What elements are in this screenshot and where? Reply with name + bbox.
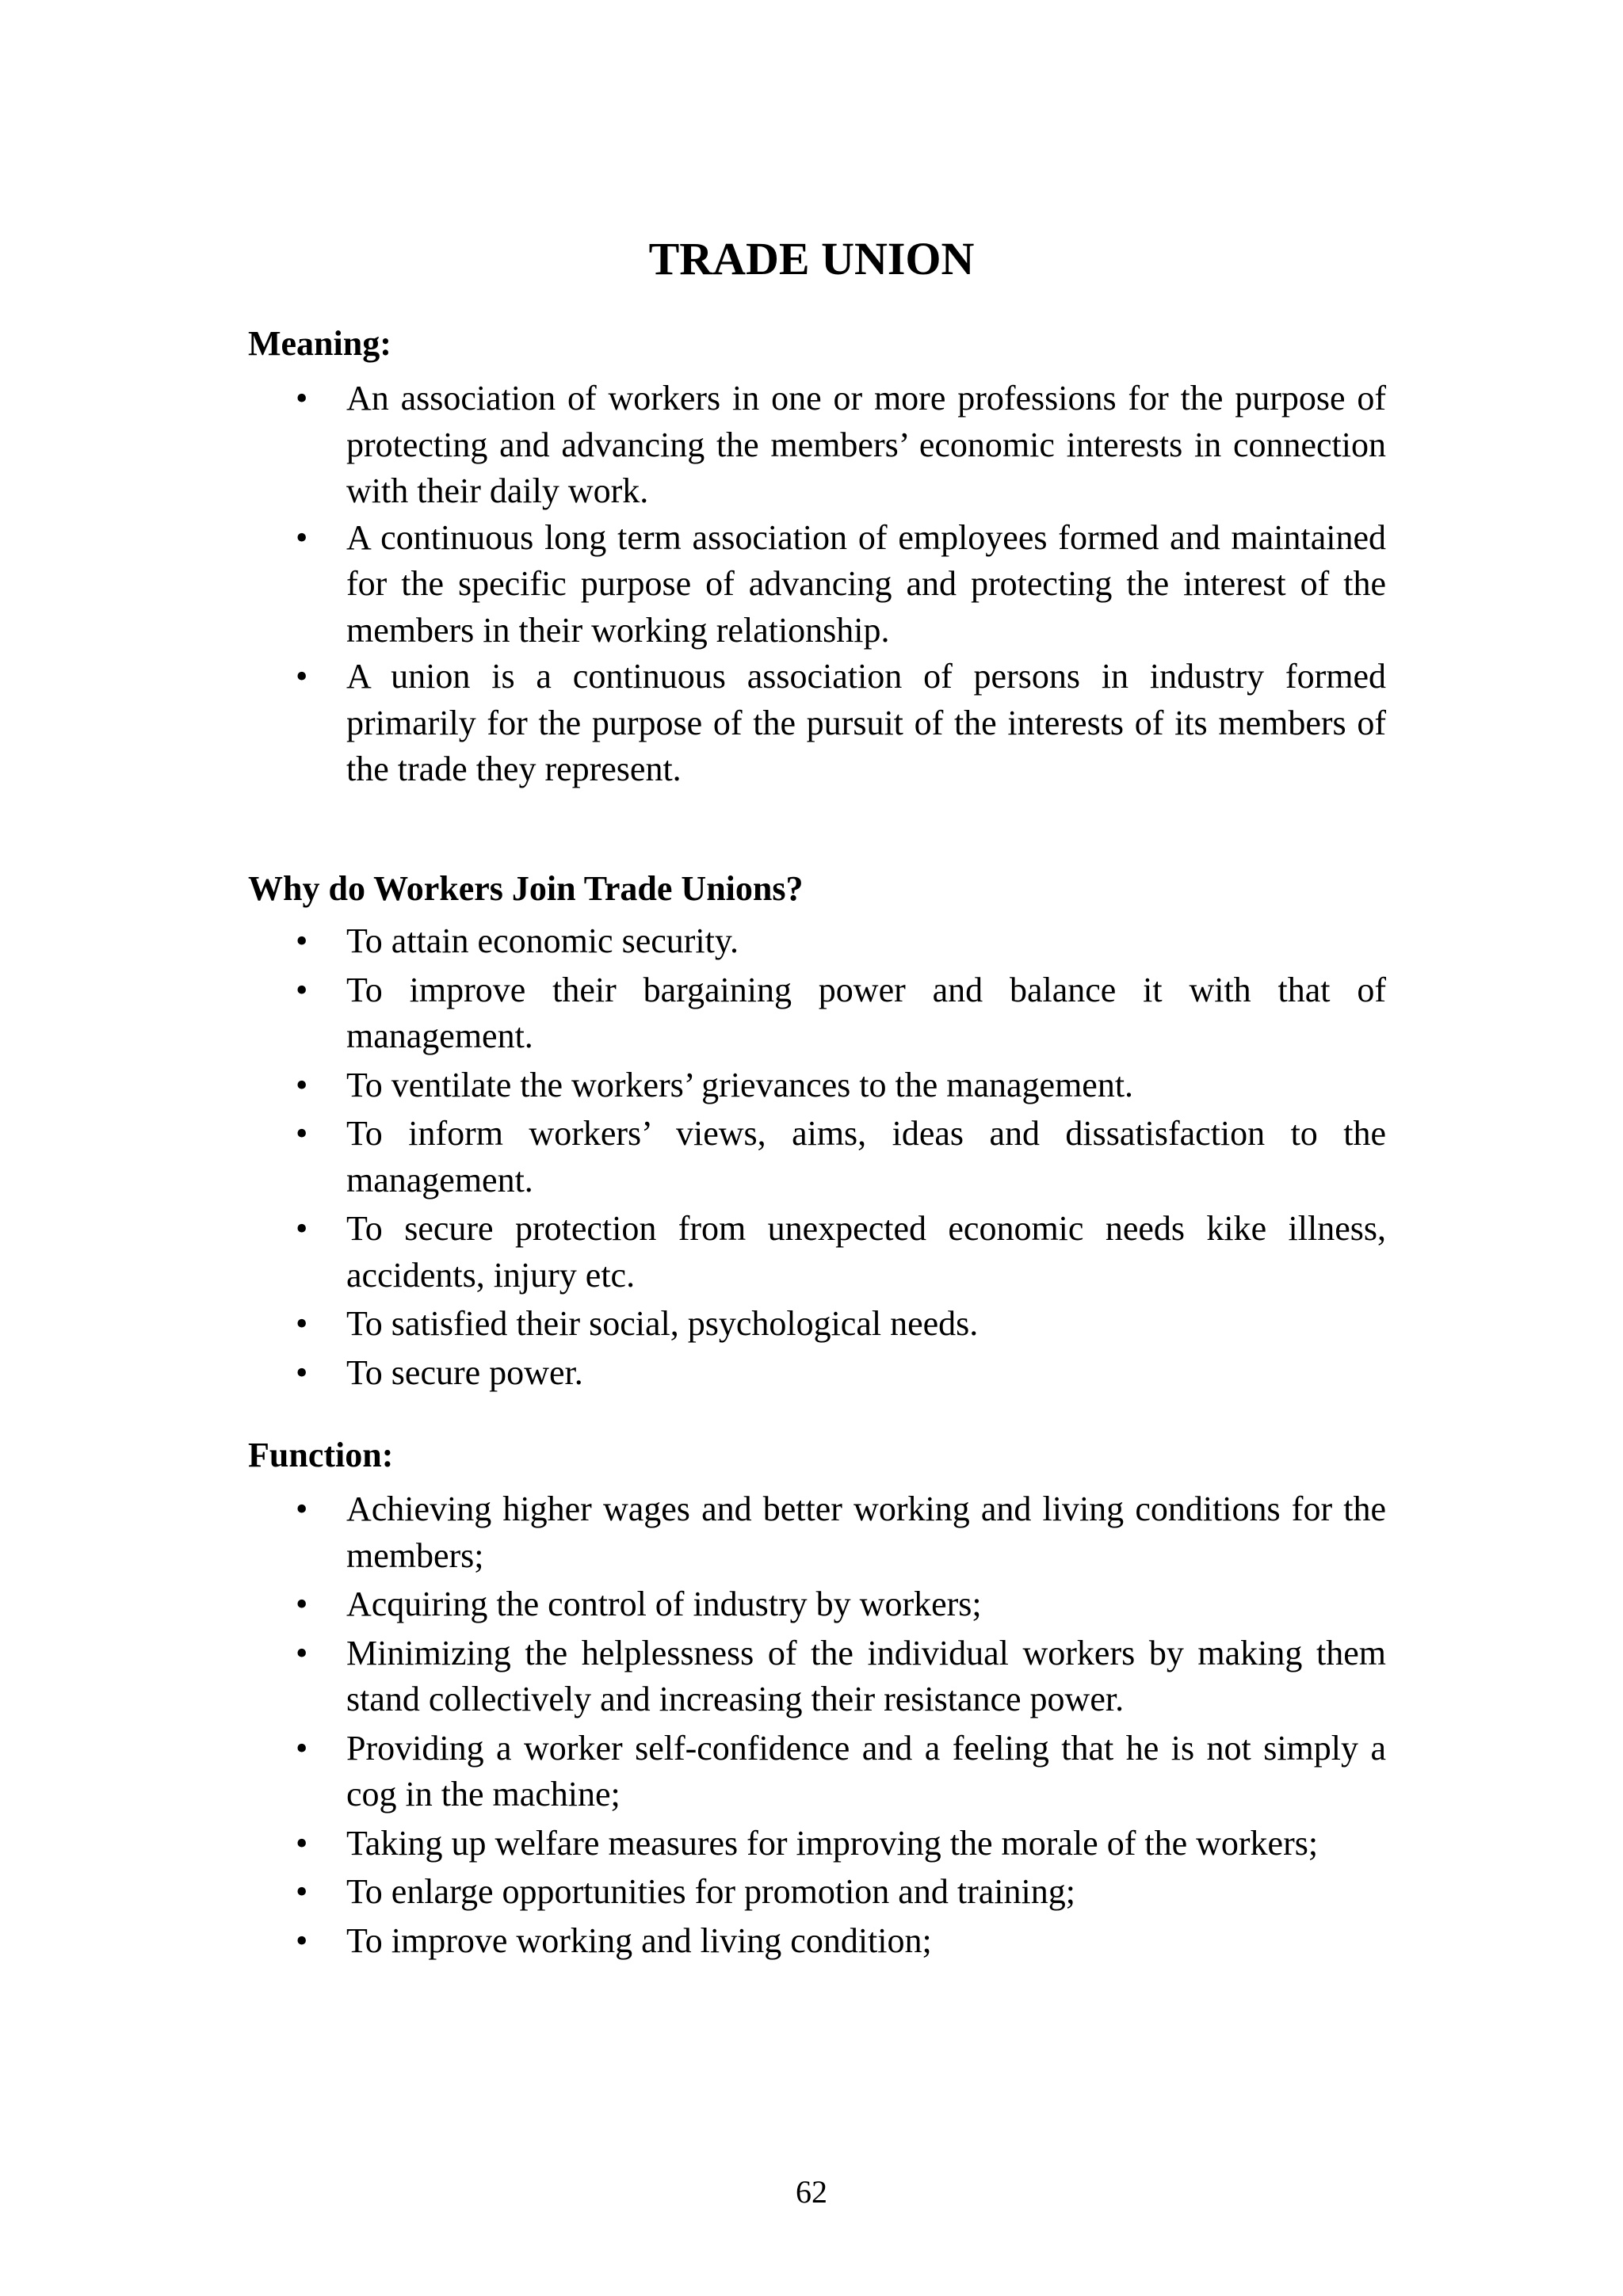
bullet-icon: • [296, 1872, 308, 1911]
bullet-icon: • [296, 517, 308, 557]
bullet-icon: • [296, 1489, 308, 1528]
list-item-text: To ventilate the workers’ grievances to the management. [346, 1065, 1134, 1104]
list-item-text: A continuous long term association of employees formed and maintained for the specific purpose of advancing and protecting the interest of the members in their working relationship. [346, 517, 1386, 650]
list-item-text: To enlarge opportunities for promotion and training; [346, 1872, 1075, 1911]
list-item [296, 1918, 1386, 1965]
bullet-icon: • [296, 1728, 308, 1768]
list-item-text: Providing a worker self-confidence and a feeling that he is not simply a cog in the machine; [346, 1728, 1386, 1814]
list-item-text: To attain economic security. [346, 921, 739, 960]
meaning-list [0, 376, 1623, 793]
list-item [296, 1301, 1386, 1348]
list-item [296, 376, 1386, 515]
list-item [296, 1062, 1386, 1109]
list-item [296, 1206, 1386, 1299]
list-item [296, 967, 1386, 1060]
list-item [296, 1581, 1386, 1628]
bullet-icon: • [296, 921, 308, 960]
why-join-list [0, 918, 1623, 1396]
list-item-text: To satisfied their social, psychological needs. [346, 1304, 979, 1343]
bullet-icon: • [296, 657, 308, 696]
list-item [296, 1869, 1386, 1916]
bullet-icon: • [296, 970, 308, 1009]
bullet-icon: • [296, 1065, 308, 1104]
bullet-icon: • [296, 1823, 308, 1863]
list-item [296, 1726, 1386, 1818]
list-item-text: Taking up welfare measures for improving the morale of the workers; [346, 1823, 1319, 1863]
list-item-text: To improve working and living condition; [346, 1920, 932, 1960]
function-list [0, 1486, 1623, 1964]
list-item [296, 1630, 1386, 1723]
list-item [296, 515, 1386, 654]
section-heading-function: Function: [248, 1436, 394, 1474]
list-item [296, 1350, 1386, 1397]
list-item-text: Acquiring the control of industry by workers; [346, 1585, 982, 1623]
bullet-icon: • [296, 1585, 308, 1623]
bullet-icon: • [296, 1352, 308, 1392]
list-item [296, 1821, 1386, 1867]
list-item-text: To improve their bargaining power and balance it with that of management. [346, 970, 1386, 1055]
list-item-text: Achieving higher wages and better working and living conditions for the members; [346, 1489, 1386, 1575]
bullet-icon: • [296, 1304, 308, 1343]
list-item-text: A union is a continuous association of persons in industry formed primarily for the purpose of the pursuit of the interests of its members of the trade they represent. [346, 657, 1386, 788]
list-item-text: An association of workers in one or more professions for the purpose of protecting and advancing the members’ economic interests in connection with their daily work. [346, 379, 1386, 510]
list-item-text: To secure power. [346, 1352, 583, 1392]
bullet-icon: • [296, 1114, 308, 1153]
section-heading-why-join: Why do Workers Join Trade Unions? [248, 869, 804, 908]
list-item [296, 1486, 1386, 1579]
section-heading-meaning: Meaning: [248, 324, 391, 363]
page-title: TRADE UNION [648, 233, 975, 284]
page-number: 62 [796, 2174, 827, 2210]
list-item [296, 1111, 1386, 1203]
bullet-icon: • [296, 1633, 308, 1672]
list-item-text: To inform workers’ views, aims, ideas and dissatisfaction to the management. [346, 1114, 1386, 1199]
bullet-icon: • [296, 379, 308, 418]
list-item [296, 918, 1386, 965]
list-item-text: Minimizing the helplessness of the individual workers by making them stand collectively and increasing their resistance power. [346, 1633, 1386, 1718]
list-item [296, 654, 1386, 793]
bullet-icon: • [296, 1920, 308, 1960]
bullet-icon: • [296, 1209, 308, 1248]
list-item-text: To secure protection from unexpected economic needs kike illness, accidents, injury etc. [346, 1209, 1386, 1295]
